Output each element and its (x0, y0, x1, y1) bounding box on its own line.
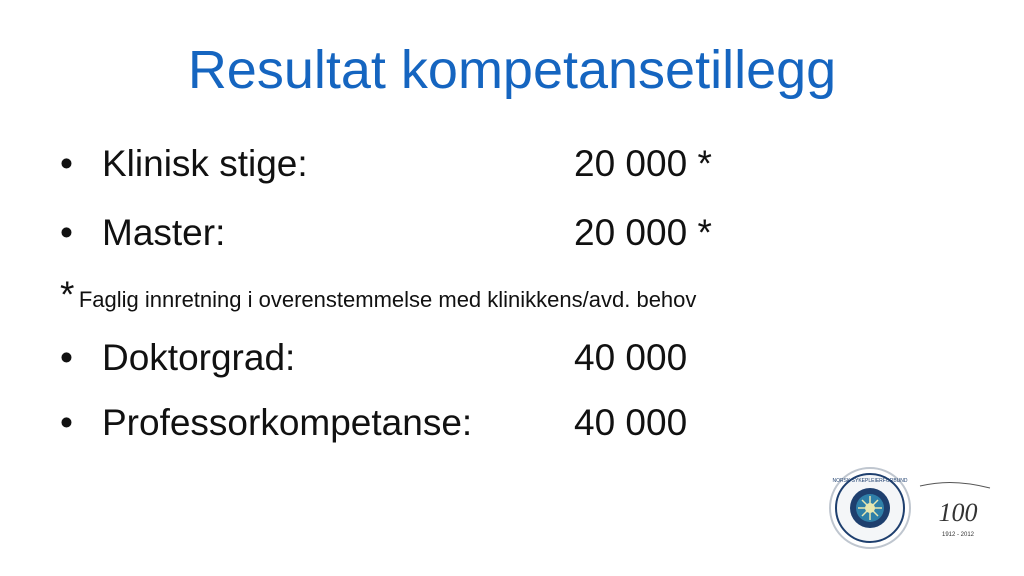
bullet-icon: • (60, 337, 73, 378)
footnote-text: Faglig innretning i overenstemmelse med klinikkens/avd. behov (78, 287, 697, 312)
item-label: Master: (102, 212, 226, 253)
page-title: Resultat kompetansetillegg (187, 40, 837, 100)
item-value: 20 000 * (574, 212, 712, 253)
bullet-icon: • (60, 402, 73, 443)
anniversary-mark (920, 483, 990, 539)
seal-text: NORSK SYKEPLEIERFORBUND (832, 478, 908, 484)
item-value: 40 000 (574, 402, 688, 443)
footnote (60, 273, 696, 317)
anniversary-number: 100 (938, 498, 978, 527)
bullet-icon: • (60, 212, 73, 253)
item-label: Professorkompetanse: (102, 402, 473, 443)
item-label: Doktorgrad: (102, 337, 296, 378)
item-value: 40 000 (574, 337, 688, 378)
nsf-seal-icon (830, 468, 910, 548)
footnote-marker: * (60, 274, 75, 315)
item-value: 20 000 * (574, 143, 712, 184)
bullet-icon: • (60, 143, 73, 184)
nsf-anniversary-logo (828, 466, 998, 550)
item-label: Klinisk stige: (102, 143, 308, 184)
anniversary-years: 1912 - 2012 (941, 532, 975, 538)
